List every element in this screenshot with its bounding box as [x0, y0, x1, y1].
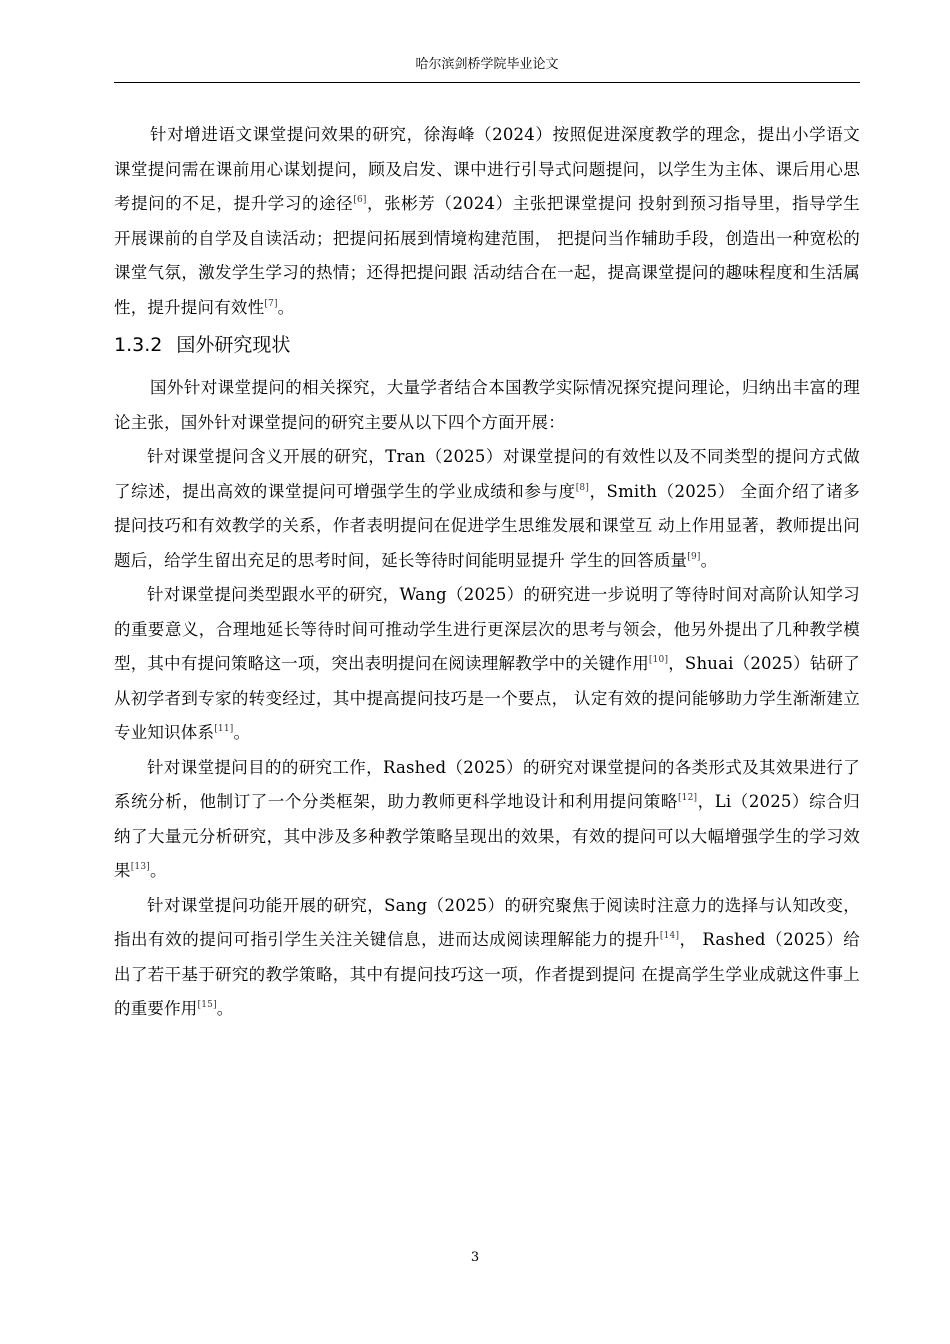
paragraph-text: 针对课堂提问类型跟水平的研究，Wang（2025）的研究进一步说明了等待时间对高阶认知学习的重要意义，合理地延长等待时间可推动学生进行更深层次的思考与领会，他另外提出了几种教学模型，其中有提问策略这一项，突出表明提问在阅读理解教学中的关键作用	[114, 585, 860, 673]
paragraph-text: 。	[277, 297, 295, 317]
citation-ref: [6]	[353, 195, 367, 205]
page-header: 哈尔滨剑桥学院毕业论文	[415, 57, 559, 72]
paragraph-text: ，Smith（2025） 全面介绍了诸多提问技巧和有效教学的关系，作者表明提问在促进学生思维发展和课堂互 动上作用显著，教师提出问题后，给学生留出充足的思考时间，延长等待时间能明显提升 学生的回答质量	[114, 481, 860, 570]
citation-ref: [8]	[575, 482, 590, 493]
section-number: 1.3.2	[114, 334, 163, 356]
paragraph-text: ，Li（2025）综合归纳了大量元分析研究，其中涉及多种教学策略呈现出的效果，有效的提问可以大幅增强学生的学习效果	[114, 792, 860, 880]
paragraph	[114, 371, 860, 440]
citation-ref: [7]	[264, 298, 278, 309]
paragraph-text: ，Shuai（2025）钻研了从初学者到专家的转变经过，其中提高提问技巧是一个要点， 认定有效的提问能够助力学生渐渐建立专业知识体系	[114, 654, 860, 742]
page-body	[114, 118, 860, 1027]
page-number: 3	[470, 1250, 480, 1265]
paragraph-text: 针对课堂提问功能开展的研究，Sang（2025）的研究聚焦于阅读时注意力的选择与认知改变，指出有效的提问可指引学生关注关键信息，进而达成阅读理解能力的提升	[114, 895, 860, 949]
citation-ref: [10]	[648, 655, 669, 665]
paragraph-text: 。	[233, 723, 251, 742]
body-paragraphs-domestic	[114, 118, 860, 325]
section-heading	[114, 333, 860, 357]
paragraph	[114, 118, 860, 325]
paragraph-text: 针对课堂提问目的的研究工作，Rashed（2025）的研究对课堂提问的各类形式及其效果进行了系统分析，他制订了一个分类框架，助力教师更科学地设计和利用提问策略	[114, 757, 860, 811]
paragraph-text: 。	[149, 861, 167, 880]
paragraph-text: 针对课堂提问含义开展的研究，Tran（2025）对课堂提问的有效性以及不同类型的提问方式做了综述，提出高效的课堂提问可增强学生的学业成绩和参与度	[114, 447, 860, 501]
paragraph	[114, 578, 860, 751]
citation-ref: [9]	[687, 551, 701, 562]
citation-ref: [12]	[677, 793, 698, 803]
paragraph-text: 。	[700, 550, 718, 570]
paragraph-text: 国外针对课堂提问的相关探究，大量学者结合本国教学实际情况探究提问理论，归纳出丰富的理论主张，国外针对课堂提问的研究主要从以下四个方面开展：	[114, 378, 860, 432]
paragraph	[114, 751, 860, 889]
section-title: 国外研究现状	[176, 334, 291, 356]
paragraph	[114, 889, 860, 1027]
citation-ref: [15]	[197, 1000, 217, 1010]
paragraph	[114, 440, 860, 578]
paragraph-text: ， Rashed（2025）给出了若干基于研究的教学策略，其中有提问技巧这一项，作者提到提问 在提高学生学业成就这件事上的重要作用	[114, 930, 860, 1018]
citation-ref: [13]	[130, 862, 150, 872]
citation-ref: [14]	[659, 931, 680, 941]
citation-ref: [11]	[214, 724, 234, 734]
paragraph-text: 针对增进语文课堂提问效果的研究，徐海峰（2024）按照促进深度教学的理念，提出小学语文课堂提问需在课前用心谋划提问，顾及启发、课中进行引导式问题提问，以学生为主体、课后用心思考提问的不足，提升学习的途径	[114, 125, 860, 213]
paragraph-text: ，张彬芳（2024）主张把课堂提问 投射到预习指导里，指导学生开展课前的自学及自读活动；把提问拓展到情境构建范围， 把提问当作辅助手段，创造出一种宽松的课堂气氛，激发学生学习的热情；还得把提问跟 活动结合在一起，提高课堂提问的趣味程度和生活属性，提升提问有效性	[114, 194, 860, 317]
header-divider	[114, 82, 860, 83]
paragraph-text: 。	[216, 999, 234, 1018]
body-paragraphs-foreign	[114, 371, 860, 1027]
